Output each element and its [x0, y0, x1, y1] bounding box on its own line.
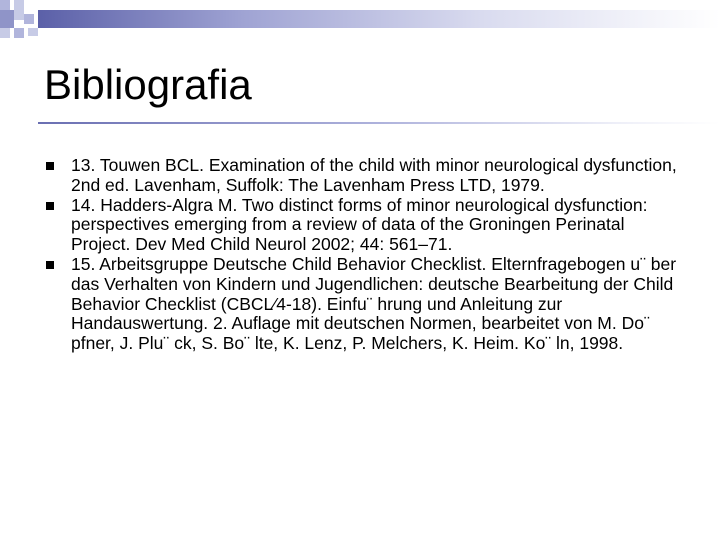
decor-square — [28, 28, 38, 36]
reference-item — [46, 196, 686, 255]
square-bullet-icon — [46, 162, 54, 170]
reference-item — [46, 156, 686, 196]
reference-text: 14. Hadders-Algra M. Two distinct forms of minor neurological dysfunction: perspectives emerging from a review of data of the Groningen Perinatal Project. Dev Med Child Neurol 2002; 44: 561–71. — [71, 194, 648, 255]
header-gradient-bar — [38, 10, 720, 28]
decor-square — [14, 28, 24, 38]
decor-square — [24, 0, 38, 10]
slide-title: Bibliografia — [44, 61, 252, 108]
decor-square — [0, 28, 10, 38]
reference-item — [46, 255, 686, 354]
square-bullet-icon — [46, 261, 54, 269]
decor-square — [14, 10, 24, 20]
reference-text: 13. Touwen BCL. Examination of the child with minor neurological dysfunction, 2nd ed. Lavenham, Suffolk: The Lavenham Press LTD, 1979. — [71, 155, 677, 195]
reference-list — [46, 156, 686, 354]
decor-square — [14, 0, 24, 10]
decor-square — [0, 10, 14, 28]
reference-text: 15. Arbeitsgruppe Deutsche Child Behavior Checklist. Elternfragebogen u¨ ber das Verhalten von Kindern und Jugendlichen: deutsche Bearbeitung der Child Behavior Checklist (CBCL⁄4-18). Einfu¨ hrung und Anleitung zur Handauswertung. 2. Auflage mit deutschen Normen, bearbeitet von M. Do¨ pfner, J. Plu¨ ck, S. Bo¨ lte, K. Lenz, P. Melchers, K. Heim. Ko¨ ln, 1998. — [71, 253, 677, 354]
title-underline — [38, 122, 720, 124]
square-bullet-icon — [46, 202, 54, 210]
decor-square — [0, 0, 10, 10]
decor-square — [24, 14, 34, 24]
